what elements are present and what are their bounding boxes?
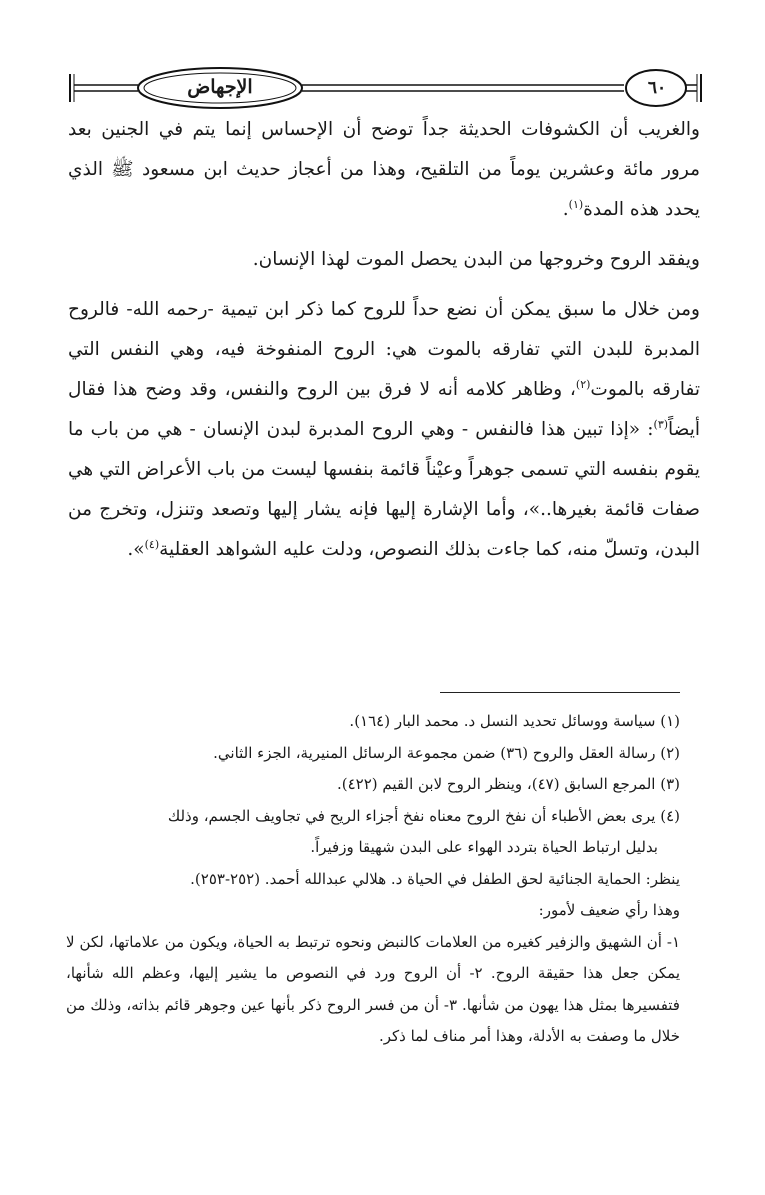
- footnote-4-line-2: بدليل ارتباط الحياة بتردد الهواء على البدن شهيقا وزفيراً.: [310, 838, 658, 856]
- footnote-2: (٢) رسالة العقل والروح (٣٦) ضمن مجموعة الرسائل المنيرية، الجزء الثاني.: [213, 743, 680, 762]
- footnotes: [66, 706, 680, 1053]
- paragraph-3-text-c: : «إذا تبين هذا فالنفس - وهي الروح المدبرة لبدن الإنسان - هي من باب ما يقوم بنفسه التي تسمى جوهراً وعيْناً قائمة بنفسها ليست من باب الأعراض التي هي صفات قائمة بغيرها..»، وأما الإشارة إليها فإنه يشار إليها وتصعد وتنزل، وتخرج من البدن، وتسلّ منه، كما جاءت بذلك النصوص، ودلت عليه الشواهد العقلية: [68, 419, 700, 560]
- footnote-3: (٣) المرجع السابق (٤٧)، وينظر الروح لابن القيم (٤٢٢).: [336, 775, 680, 793]
- footnote-ref-2: (٢): [575, 377, 591, 391]
- paragraph-1-end: .: [562, 199, 569, 220]
- paragraph-3-text-b: ، وظاهر كلامه أنه لا فرق بين الروح والنفس، وقد وضح هذا فقال أيضاً: [68, 379, 700, 440]
- paragraph-2-text: ويفقد الروح وخروجها من البدن يحصل الموت لهذا الإنسان.: [252, 249, 700, 270]
- running-title: الإجهاض: [187, 76, 253, 98]
- paragraph-3-end: ».: [127, 539, 145, 560]
- page-number: ٦٠: [647, 78, 667, 98]
- paragraph-1-text: والغريب أن الكشوفات الحديثة جداً توضح أن الإحساس إنما يتم في الجنين بعد مرور مائة وعشرين يوماً من التلقيح، وهذا من أعجاز حديث ابن مسعود ﷺ الذي يحدد هذه المدة: [68, 119, 700, 220]
- footnote-ref-1: (١): [568, 197, 584, 211]
- paragraph-3: [68, 290, 700, 570]
- footnote-4-line-1: (٤) يرى بعض الأطباء أن نفخ الروح معناه نفخ أجزاء الريح في تجاويف الجسم، وذلك: [167, 806, 680, 825]
- paragraph-3-text-a: ومن خلال ما سبق يمكن أن نضع حداً للروح كما ذكر ابن تيمية -رحمه الله- فالروح المدبرة للبدن التي تفارقه بالموت هي: الروح المنفوخة فيه، وهي النفس التي تفارقه بالموت: [68, 299, 701, 400]
- footnote-4-reference: ينظر: الحماية الجنائية لحق الطفل في الحياة د. هلالي عبدالله أحمد. (٢٥٢-٢٥٣).: [190, 869, 680, 888]
- footnote-4-reasons: ١- أن الشهيق والزفير كغيره من العلامات كالنبض ونحوه ترتبط به الحياة، ويكون من علاماتها، لكن لا يمكن جعل هذا حقيقة الروح. ٢- أن الروح ورد في النصوص ما يشير إليها، وعظم الله شأنها، فتفسيرها بمثل هذا يهون من شأنها. ٣- أن من فسر الروح ذكر بأنها عين وجوهر قائم بذاته، وذلك من خلال ما وصفت به الأدلة، وهذا أمر مناف لما ذكر.: [66, 932, 680, 1045]
- footnote-4-opinion: وهذا رأي ضعيف لأمور:: [538, 901, 680, 919]
- paragraph-1: [68, 110, 700, 230]
- paragraph-2: [68, 240, 700, 280]
- footnote-1: (١) سياسة ووسائل تحديد النسل د. محمد البار (١٦٤).: [349, 712, 680, 730]
- page-header: [68, 64, 703, 116]
- footnote-ref-3: (٣): [653, 417, 669, 431]
- footnote-ref-4: (٤): [144, 537, 160, 551]
- footnote-separator: [440, 692, 680, 693]
